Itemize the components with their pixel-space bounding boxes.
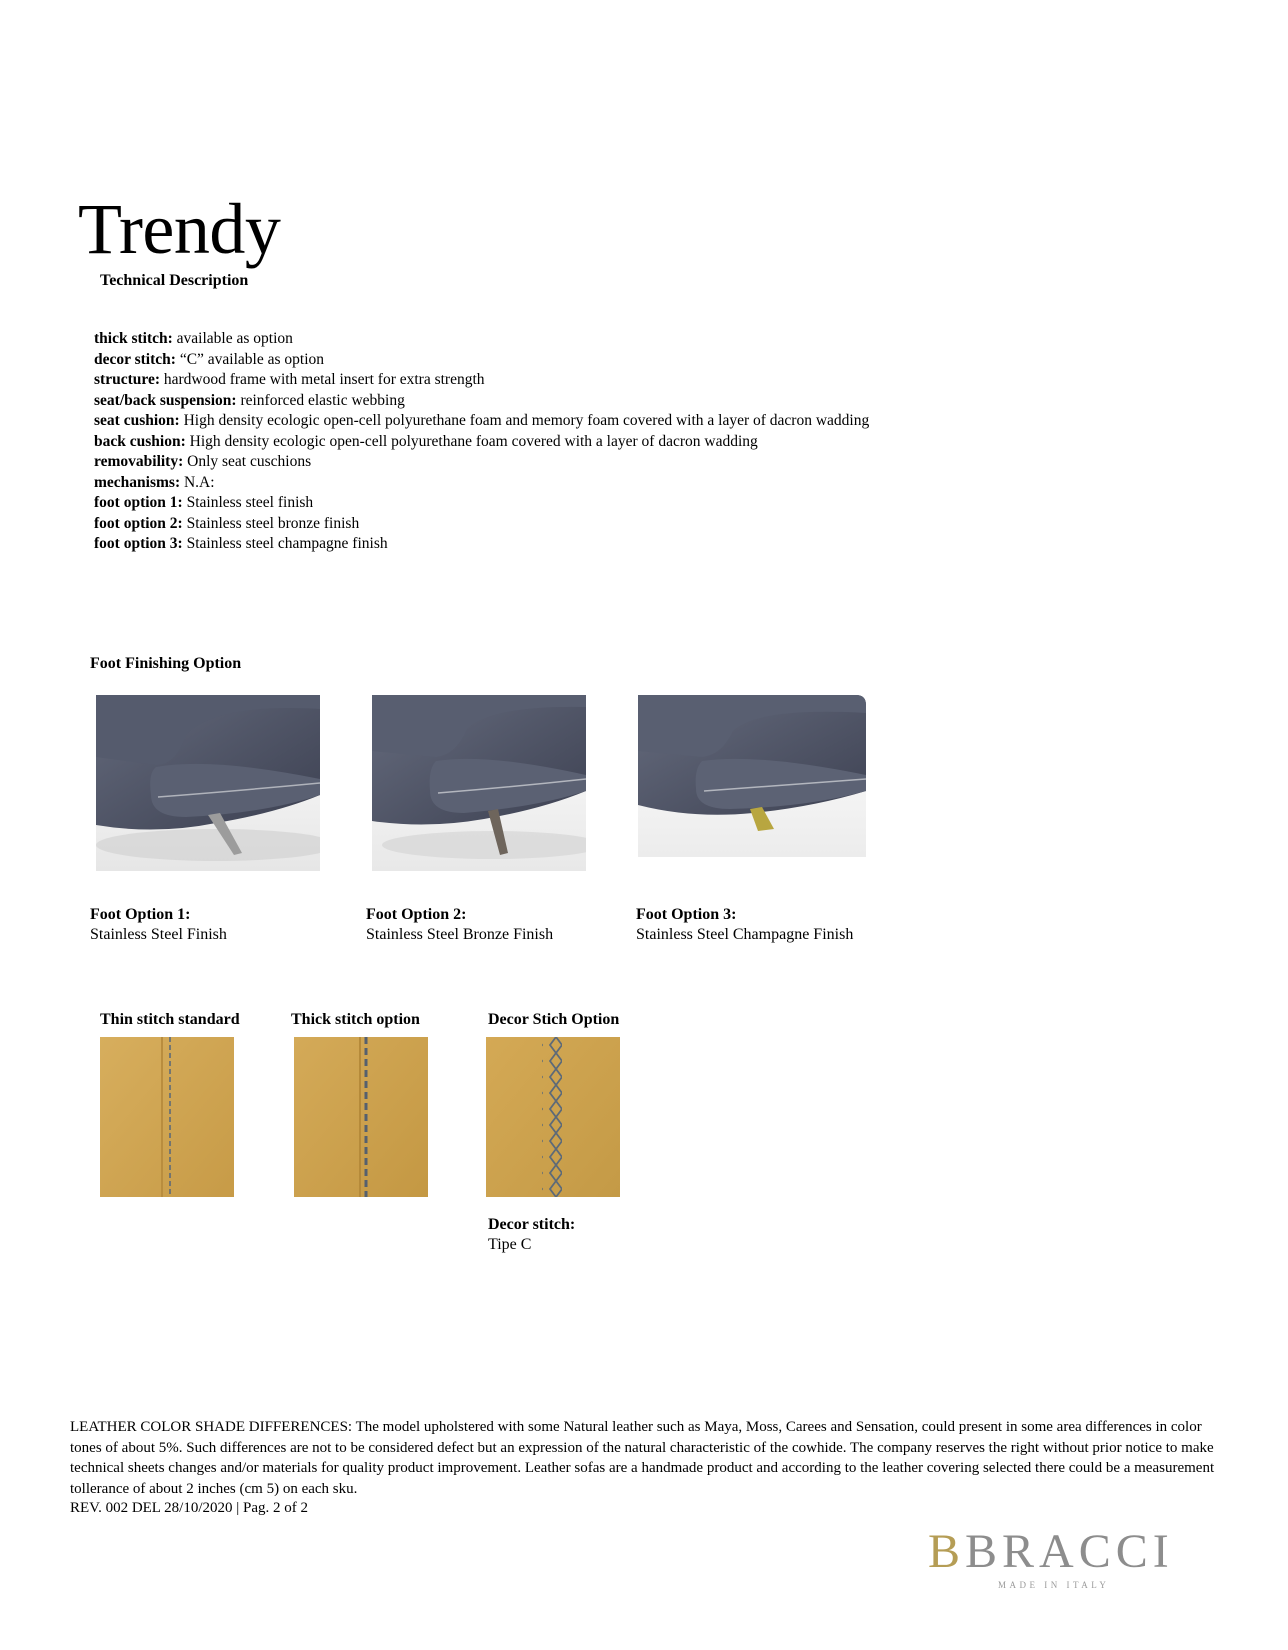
thin-stitch-image (100, 1037, 234, 1197)
foot-option-desc: Stainless Steel Finish (90, 926, 227, 943)
spec-row (94, 391, 869, 412)
foot-option-1-caption (90, 905, 227, 945)
spec-label: decor stitch: (94, 350, 176, 368)
brand-wordmark (928, 1525, 1174, 1578)
foot-option-3-image (638, 695, 866, 857)
foot-finishing-heading: Foot Finishing Option (90, 655, 242, 672)
brand-initial: B (928, 1525, 966, 1578)
spec-label: mechanisms: (94, 473, 181, 491)
spec-value: hardwood frame with metal insert for extra strength (163, 371, 485, 388)
spec-value: Stainless steel champagne finish (186, 535, 388, 552)
spec-list (94, 329, 869, 555)
spec-label: back cushion: (94, 432, 186, 450)
spec-label: foot option 2: (94, 514, 183, 532)
brand-name: BRACCI (965, 1525, 1174, 1578)
decor-stitch-caption-title: Decor stitch: (488, 1216, 576, 1233)
foot-option-2-caption (366, 905, 553, 945)
foot-option-desc: Stainless Steel Bronze Finish (366, 926, 554, 943)
foot-option-2-image (372, 695, 586, 871)
spec-value: reinforced elastic webbing (240, 391, 405, 409)
decor-stitch-caption (488, 1215, 575, 1255)
spec-label: thick stitch: (94, 330, 173, 347)
spec-row (94, 514, 869, 535)
spec-row (94, 452, 869, 473)
foot-option-1-image (96, 695, 320, 871)
decor-stitch-caption-value: Tipe C (488, 1236, 532, 1253)
spec-row (94, 534, 869, 555)
spec-label: foot option 3: (94, 535, 183, 552)
decor-stitch-image (486, 1037, 620, 1197)
spec-row (94, 350, 869, 371)
spec-value: Stainless steel bronze finish (186, 514, 360, 532)
revision-info: REV. 002 DEL 28/10/2020 | Pag. 2 of 2 (70, 1500, 309, 1516)
spec-label: seat cushion: (94, 412, 180, 429)
spec-label: removability: (94, 453, 184, 470)
spec-value: High density ecologic open-cell polyurethane foam and memory foam covered with a layer of dacron wadding (183, 412, 870, 429)
thin-stitch-heading: Thin stitch standard (100, 1011, 240, 1028)
brand-tagline: MADE IN ITALY (998, 1580, 1110, 1590)
spec-row (94, 493, 869, 514)
spec-row (94, 411, 869, 432)
bracci-logo (928, 1525, 1190, 1590)
technical-description-heading: Technical Description (100, 272, 249, 289)
spec-row (94, 473, 869, 494)
page-title: Trendy (78, 189, 281, 270)
foot-option-title: Foot Option 2: (366, 906, 467, 923)
foot-option-desc: Stainless Steel Champagne Finish (636, 926, 854, 943)
spec-label: foot option 1: (94, 494, 183, 511)
spec-label: structure: (94, 371, 160, 388)
spec-value: Stainless steel finish (186, 494, 314, 511)
leather-disclaimer: LEATHER COLOR SHADE DIFFERENCES: The model upholstered with some Natural leather such as Maya, Moss, Carees and Sensation, could present in some area differences in color tones of about 5%. Such differences are not to be considered defect but an expression of the natural characteristic of the cowhide. The company reserves the right without prior notice to make technical sheets changes and/or materials for quality product improvement. Leather sofas are a handmade product and according to the leather covering selected there could be a measurement tollerance of about 2 inches (cm 5) on each sku. (70, 1419, 1215, 1497)
spec-value: “C” available as option (179, 350, 324, 368)
thick-stitch-heading: Thick stitch option (291, 1011, 420, 1028)
spec-row (94, 370, 869, 391)
decor-stitch-heading: Decor Stich Option (488, 1011, 620, 1028)
foot-option-3-caption (636, 905, 853, 945)
spec-row (94, 432, 869, 453)
foot-option-title: Foot Option 1: (90, 906, 191, 923)
spec-row (94, 329, 869, 350)
spec-value: Only seat cuschions (187, 453, 312, 470)
foot-option-title: Foot Option 3: (636, 906, 737, 923)
spec-value: High density ecologic open-cell polyurethane foam covered with a layer of dacron wadding (189, 432, 758, 450)
thick-stitch-image (294, 1037, 428, 1197)
spec-value: N.A: (183, 473, 215, 491)
spec-value: available as option (176, 330, 293, 347)
spec-label: seat/back suspension: (94, 391, 237, 409)
